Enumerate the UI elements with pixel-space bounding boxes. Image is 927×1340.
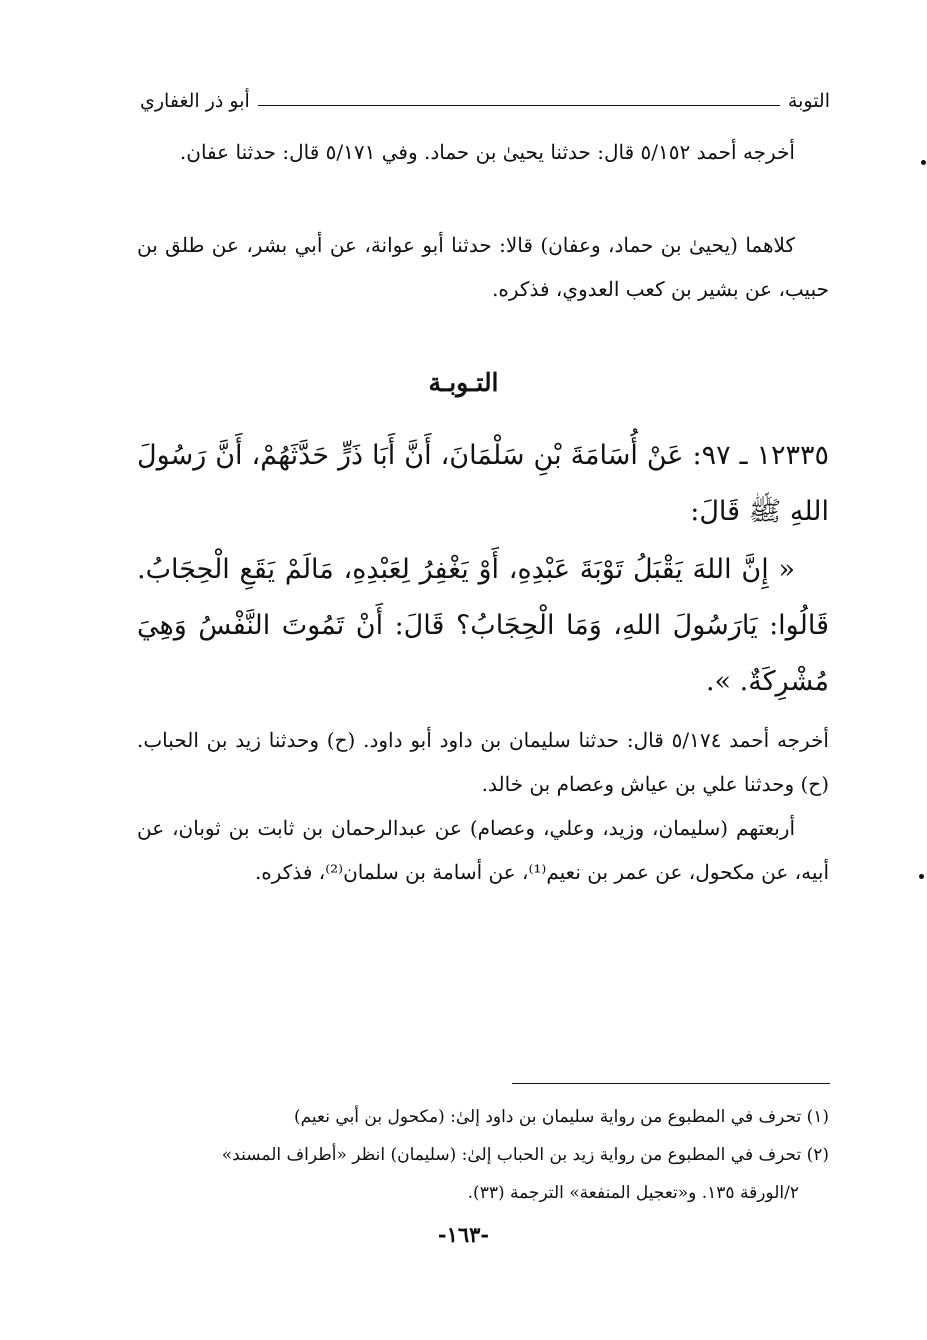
hadith-chain <box>137 428 829 540</box>
header-book-title: أبو ذر الغفاري <box>140 90 250 112</box>
footnote-1: (١) تحرف في المطبوع من رواية سليمان بن داود إلىٰ: (مكحول بن أبي نعيم) <box>293 1107 829 1127</box>
footnotes <box>137 1098 829 1212</box>
footnote-2: (٢) تحرف في المطبوع من رواية زيد بن الحباب إلىٰ: (سليمان) انظر «أطراف المسند» <box>221 1145 829 1165</box>
margin-dot-mark <box>919 874 924 879</box>
intro-paragraph-1 <box>137 130 829 174</box>
takhrij-paragraph-1 <box>137 718 829 806</box>
hadith-body <box>137 542 829 710</box>
running-header <box>140 84 830 118</box>
footnote-separator <box>512 1083 830 1084</box>
takhrij-paragraph-2 <box>137 806 829 894</box>
intro-paragraph-2 <box>137 223 829 311</box>
hadith-chain-text: ١٢٣٣٥ ـ ٩٧: عَنْ أُسَامَةَ بْنِ سَلْمَانَ، أَنَّ أَبَا ذَرٍّ حَدَّثَهُمْ، أَنَّ رَسُولَ اللهِ ﷺ قَالَ: <box>137 440 829 527</box>
intro-text-1: أخرجه أحمد ٥/١٥٢ قال: حدثنا يحيىٰ بن حماد. وفي ٥/١٧١ قال: حدثنا عفان. <box>179 140 795 164</box>
section-title: التـوبـة <box>428 368 499 397</box>
header-chapter-title: التوبة <box>787 90 830 112</box>
hadith-body-text: « إِنَّ اللهَ يَقْبَلُ تَوْبَةَ عَبْدِهِ، أَوْ يَغْفِرُ لِعَبْدِهِ، مَالَمْ يَقَعِ الْحِجَابُ. قَالُوا: يَارَسُولَ اللهِ، وَمَا الْحِجَابُ؟ قَالَ: أَنْ تَمُوتَ النَّفْسُ وَهِيَ مُشْرِكَةٌ. ». <box>137 554 829 697</box>
header-rule <box>258 105 780 106</box>
takhrij-text-2: أربعتهم (سليمان، وزيد، وعلي، وعصام) عن عبدالرحمان بن ثابت بن ثوبان، عن أبيه، عن مكحول، عن عمر بن نعيم⁽¹⁾، عن أسامة بن سلمان⁽²⁾، فذكره. <box>137 816 829 884</box>
takhrij-text-1: أخرجه أحمد ٥/١٧٤ قال: حدثنا سليمان بن داود أبو داود. (ح) وحدثنا زيد بن الحباب. (ح) وحدثنا علي بن عياش وعصام بن خالد. <box>137 728 829 796</box>
page-number: -١٦٣- <box>437 1222 490 1247</box>
footnote-2-continuation: ٢/الورقة ١٣٥. و«تعجيل المنفعة» الترجمة (٣٣). <box>467 1183 799 1203</box>
margin-dot-mark <box>921 160 926 165</box>
intro-text-2: كلاهما (يحيىٰ بن حماد، وعفان) قالا: حدثنا أبو عوانة، عن أبي بشر، عن طلق بن حبيب، عن بشير بن كعب العدوي، فذكره. <box>137 233 829 301</box>
